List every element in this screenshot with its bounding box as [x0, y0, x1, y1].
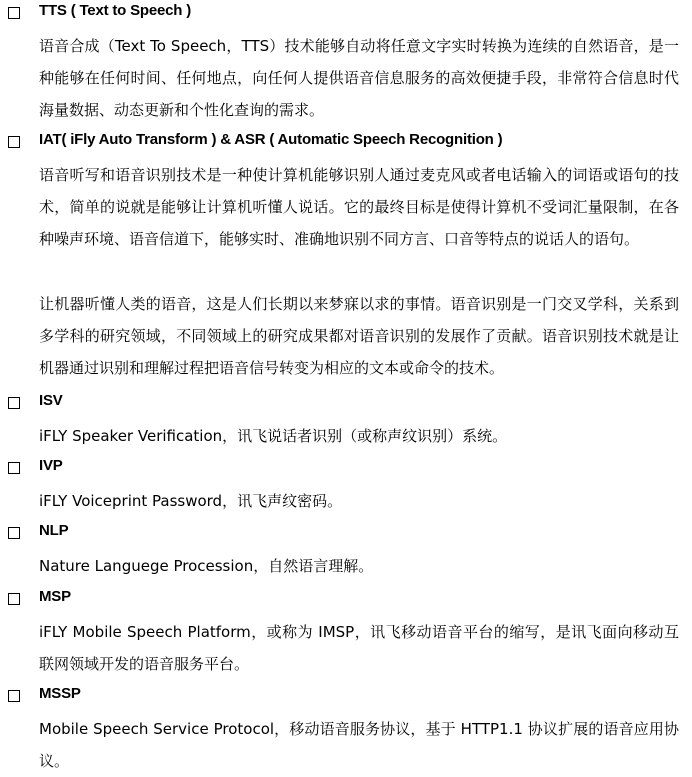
term-description: Mobile Speech Service Protocol，移动语音服务协议，基于 HTTP1.1 协议扩展的语音应用协议。	[39, 720, 679, 770]
checkbox-bullet-icon	[8, 527, 20, 539]
term-title: TTS ( Text to Speech )	[39, 2, 192, 19]
term-description: iFLY Speaker Verification，讯飞说话者识别（或称声纹识别）系统。	[39, 427, 508, 445]
term-title: NLP	[39, 522, 69, 539]
term-title: ISV	[39, 392, 63, 409]
term-description: iFLY Mobile Speech Platform，或称为 IMSP，讯飞移动语音平台的缩写，是讯飞面向移动互联网领域开发的语音服务平台。	[39, 623, 679, 673]
term-title: IAT( iFly Auto Transform ) & ASR ( Automatic Speech Recognition )	[39, 131, 503, 148]
term-description: iFLY Voiceprint Password，讯飞声纹密码。	[39, 492, 343, 510]
checkbox-bullet-icon	[8, 690, 20, 702]
checkbox-bullet-icon	[8, 397, 20, 409]
term-title: IVP	[39, 457, 63, 474]
term-description: 语音听写和语音识别技术是一种使计算机能够识别人通过麦克风或者电话输入的词语或语句的技术，简单的说就是能够让计算机听懂人说话。它的最终目标是使得计算机不受词汇量限制，在各种噪声环境、语音信道下，能够实时、准确地识别不同方言、口音等特点的说话人的语句。	[39, 166, 679, 248]
term-title: MSP	[39, 588, 71, 605]
checkbox-bullet-icon	[8, 593, 20, 605]
term-description: 语音合成（Text To Speech，TTS）技术能够自动将任意文字实时转换为连续的自然语音，是一种能够在任何时间、任何地点，向任何人提供语音信息服务的高效便捷手段，非常符合信息时代海量数据、动态更新和个性化查询的需求。	[39, 37, 679, 119]
term-description: Nature Languege Procession，自然语言理解。	[39, 557, 374, 575]
checkbox-bullet-icon	[8, 462, 20, 474]
term-description: 让机器听懂人类的语音，这是人们长期以来梦寐以求的事情。语音识别是一门交叉学科，关系到多学科的研究领域，不同领域上的研究成果都对语音识别的发展作了贡献。语音识别技术就是让机器通过识别和理解过程把语音信号转变为相应的文本或命令的技术。	[39, 295, 679, 377]
checkbox-bullet-icon	[8, 7, 20, 19]
checkbox-bullet-icon	[8, 136, 20, 148]
term-title: MSSP	[39, 685, 81, 702]
